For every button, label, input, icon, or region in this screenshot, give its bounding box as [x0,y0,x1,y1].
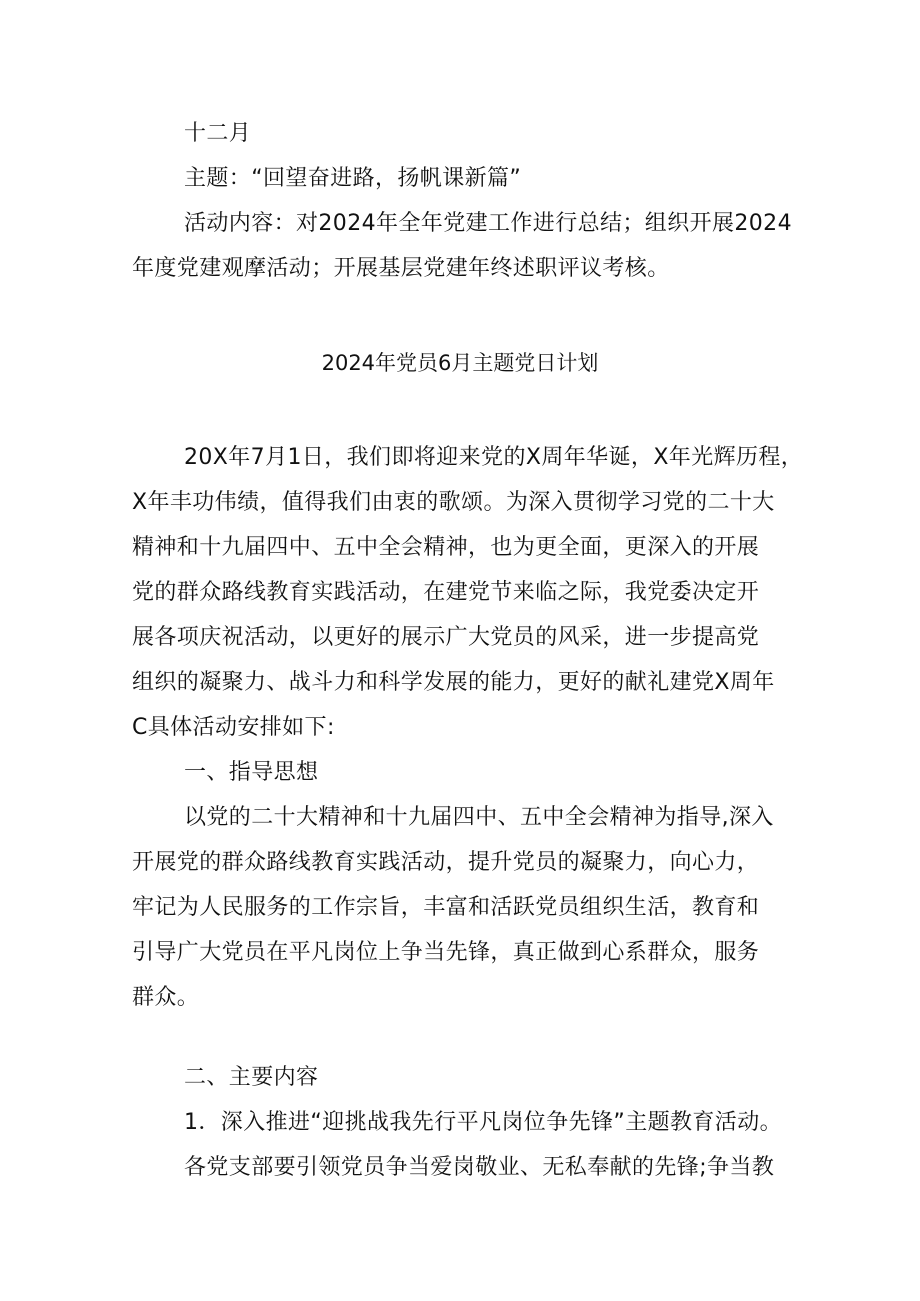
intro-paragraph-line: 展各项庆祝活动，以更好的展示广大党员的风采，进一步提高党 [132,625,760,650]
activity-content-line-2: 年度党建观摩活动；开展基层党建年终述职评议考核。 [132,256,670,281]
intro-paragraph-line: 精神和十九届四中、五中全会精神，也为更全面，更深入的开展 [132,535,760,560]
theme-line: 主题：“回望奋进路，扬帆课新篇” [184,166,522,191]
guiding-paragraph-line: 群众。 [132,985,200,1010]
intro-paragraph-line: 党的群众路线教育实践活动，在建党节来临之际，我党委决定开 [132,580,760,605]
section-heading-main-content: 二、主要内容 [184,1065,319,1090]
content-item-1-heading: 1．深入推进“迎挑战我先行平凡岗位争先锋”主题教育活动。 [184,1110,782,1135]
activity-content-line-1: 活动内容：对2024年全年党建工作进行总结；组织开展2024 [184,211,792,236]
guiding-paragraph-line: 引导广大党员在平凡岗位上争当先锋，真正做到心系群众，服务 [132,940,760,965]
guiding-paragraph-line: 牢记为人民服务的工作宗旨，丰富和活跃党员组织生活，教育和 [132,895,760,920]
intro-paragraph-line: C具体活动安排如下: [132,715,335,740]
guiding-paragraph-line: 以党的二十大精神和十九届四中、五中全会精神为指导,深入 [184,805,774,830]
intro-paragraph-line: X年丰功伟绩，值得我们由衷的歌颂。为深入贯彻学习党的二十大 [132,490,775,515]
intro-paragraph-line: 组织的凝聚力、战斗力和科学发展的能力，更好的献礼建党X周年 [132,670,775,695]
content-item-1-body-line: 各党支部要引领党员争当爱岗敬业、无私奉献的先锋;争当教 [184,1155,775,1180]
plan-title: 2024年党员6月主题党日计划 [321,351,599,375]
intro-paragraph-line: 20X年7月1日，我们即将迎来党的X周年华诞，X年光辉历程， [184,445,804,470]
section-heading-guiding-thought: 一、指导思想 [184,760,319,785]
month-heading: 十二月 [184,121,252,146]
guiding-paragraph-line: 开展党的群众路线教育实践活动，提升党员的凝聚力，向心力， [132,850,760,875]
